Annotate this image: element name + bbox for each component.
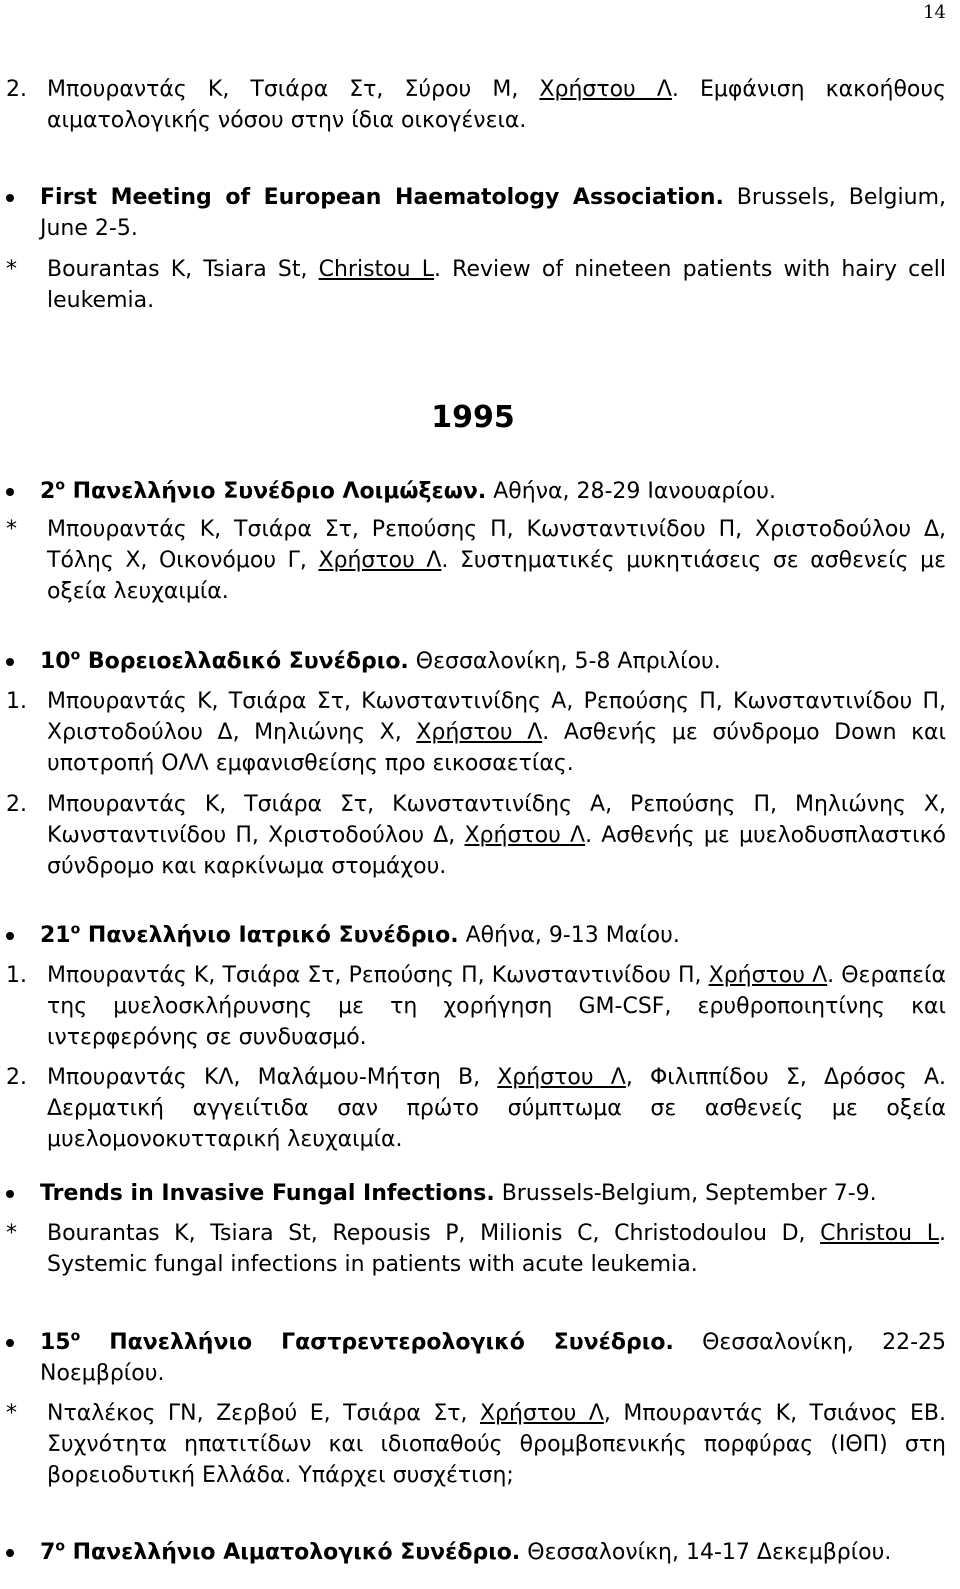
- conference-heading: [0, 646, 946, 677]
- text-run: Brussels-Belgium, September 7-9.: [494, 1181, 877, 1206]
- author-highlight: Χρήστου Λ: [539, 77, 672, 102]
- reference-text: [47, 789, 946, 882]
- conference-heading: [0, 920, 946, 951]
- reference-entry: [0, 1062, 946, 1155]
- text-run: Brussels, Belgium, June 2-5.: [40, 185, 946, 241]
- bullet-icon: [6, 1339, 14, 1347]
- text-run: Bourantas K, Tsiara St, Repousis P, Milionis C, Christodoulou D,: [47, 1221, 821, 1246]
- text-run: Μπουραντάς Κ, Τσιάρα Στ, Κωνσταντινίδης Α, Ρεπούσης Π, Κωνσταντινίδου Π, Χριστοδούλου Δ, Μηλιώνης Χ,: [47, 689, 946, 745]
- text-run: Bourantas K, Tsiara St,: [47, 257, 319, 282]
- conference-title: [40, 1178, 946, 1209]
- text-run: Αθήνα, 9-13 Μαίου.: [458, 923, 680, 948]
- author-highlight: Christou L: [318, 257, 435, 282]
- text-run: . Εμφάνιση κακοήθους αιματολογικής νόσου στην ίδια οικογένεια.: [47, 77, 947, 133]
- text-run: ο: [70, 1328, 81, 1345]
- reference-entry: [0, 960, 946, 1053]
- item-number: 2.: [6, 1065, 27, 1090]
- conference-title: [40, 646, 946, 677]
- text-run: . Θεραπεία της μυελοσκλήρυνσης με τη χορήγηση GM-CSF, ερυθροποιητίνης και ιντερφερόνης σε συνδυασμό.: [47, 963, 946, 1050]
- asterisk-marker: *: [6, 1221, 17, 1246]
- reference-text: [47, 514, 946, 607]
- conference-heading: [0, 1327, 946, 1389]
- conference-heading: [0, 1537, 946, 1568]
- text-run: , Μπουραντάς Κ, Τσιάνος ΕΒ. Συχνότητα ηπατιτίδων και ιδιοπαθούς θρομβοπενικής πορφύρας (ΙΘΠ) στη βορειοδυτική Ελλάδα. Υπάρχει συσχέτιση;: [47, 1401, 946, 1488]
- text-run: 21: [40, 923, 71, 948]
- author-highlight: Χρήστου Λ: [479, 1401, 604, 1426]
- text-run: Μπουραντάς ΚΛ, Μαλάμου-Μήτση Β,: [47, 1065, 498, 1090]
- bullet-icon: [6, 1190, 14, 1198]
- text-run: . Systemic fungal infections in patients with acute leukemia.: [47, 1221, 947, 1277]
- asterisk-marker: *: [6, 257, 17, 282]
- text-run: Βορειοελλαδικό Συνέδριο.: [80, 649, 409, 674]
- text-run: Πανελλήνιο Αιματολογικό Συνέδριο.: [64, 1540, 521, 1565]
- conference-heading: [0, 182, 946, 244]
- reference-entry: [0, 514, 946, 607]
- reference-entry: [0, 1398, 946, 1491]
- item-number: 2.: [6, 792, 27, 817]
- text-run: . Συστηματικές μυκητιάσεις σε ασθενείς με οξεία λευχαιμία.: [47, 548, 946, 604]
- reference-entry: [0, 254, 946, 316]
- reference-text: [47, 686, 946, 779]
- reference-text: [47, 960, 946, 1053]
- text-run: Trends in Invasive Fungal Infections.: [40, 1181, 495, 1206]
- asterisk-marker: *: [6, 1401, 17, 1426]
- text-run: ο: [55, 1538, 65, 1555]
- author-highlight: Χρήστου Λ: [416, 720, 543, 745]
- author-highlight: Χρήστου Λ: [497, 1065, 626, 1090]
- text-run: ο: [55, 477, 65, 494]
- item-number: 2.: [6, 77, 27, 102]
- text-run: First Meeting of European Haematology Association.: [40, 185, 724, 210]
- text-run: . Ασθενής με σύνδρομο Down και υποτροπή ΟΛΛ εμφανισθείσης προ εικοσαετίας.: [47, 720, 946, 776]
- text-run: Πανελλήνιο Ιατρικό Συνέδριο.: [80, 923, 459, 948]
- text-run: Πανελλήνιο Συνέδριο Λοιμώξεων.: [64, 479, 487, 504]
- year-heading: 1995: [431, 400, 515, 435]
- reference-entry: [0, 74, 946, 136]
- bullet-icon: [6, 1549, 14, 1557]
- author-highlight: Χρήστου Λ: [318, 548, 442, 573]
- reference-text: [47, 1218, 946, 1280]
- text-run: Αθήνα, 28-29 Ιανουαρίου.: [486, 479, 776, 504]
- text-run: Θεσσαλονίκη, 14-17 Δεκεμβρίου.: [520, 1540, 892, 1565]
- conference-title: [40, 920, 946, 951]
- text-run: ο: [70, 647, 81, 664]
- text-run: 2: [40, 479, 56, 504]
- text-run: , Φιλιππίδου Σ, Δρόσος Α. Δερματική αγγειίτιδα σαν πρώτο σύμπτωμα σε ασθενείς με οξεία μυελομονοκυτταρική λευχαιμία.: [47, 1065, 946, 1152]
- text-run: . Ασθενής με μυελοδυσπλαστικό σύνδρομο και καρκίνωμα στομάχου.: [47, 823, 947, 879]
- bullet-icon: [6, 194, 14, 202]
- conference-title: [40, 1327, 946, 1389]
- conference-title: [40, 182, 946, 244]
- text-run: Μπουραντάς Κ, Τσιάρα Στ, Ρεπούσης Π, Κωνσταντινίδου Π,: [47, 963, 709, 988]
- text-run: Θεσσαλονίκη, 22-25 Νοεμβρίου.: [40, 1330, 946, 1386]
- text-run: Μπουραντάς Κ, Τσιάρα Στ, Ρεπούσης Π, Κωνσταντινίδου Π, Χριστοδούλου Δ, Τόλης Χ, Οικονόμου Γ,: [47, 517, 946, 573]
- text-run: Πανελλήνιο Γαστρεντερολογικό Συνέδριο.: [80, 1330, 674, 1355]
- conference-title: [40, 1537, 946, 1568]
- text-run: 10: [40, 649, 71, 674]
- reference-entry: [0, 1218, 946, 1280]
- reference-text: [47, 254, 946, 316]
- text-run: Μπουραντάς Κ, Τσιάρα Στ, Κωνσταντινίδης Α, Ρεπούσης Π, Μηλιώνης Χ, Κωνσταντινίδου Π, Χριστοδούλου Δ,: [47, 792, 946, 848]
- text-run: Νταλέκος ΓΝ, Ζερβού Ε, Τσιάρα Στ,: [47, 1401, 480, 1426]
- reference-text: [47, 74, 946, 136]
- text-run: ο: [70, 921, 81, 938]
- text-run: . Review of nineteen patients with hairy cell leukemia.: [47, 257, 947, 313]
- text-run: Μπουραντάς Κ, Τσιάρα Στ, Σύρου Μ,: [47, 77, 540, 102]
- reference-text: [47, 1398, 946, 1491]
- page-number: 14: [923, 2, 946, 23]
- text-run: 15: [40, 1330, 71, 1355]
- reference-text: [47, 1062, 946, 1155]
- reference-entry: [0, 789, 946, 882]
- conference-heading: [0, 476, 946, 507]
- reference-entry: [0, 686, 946, 779]
- bullet-icon: [6, 658, 14, 666]
- author-highlight: Christou L: [820, 1221, 940, 1246]
- text-run: Θεσσαλονίκη, 5-8 Απριλίου.: [408, 649, 721, 674]
- author-highlight: Χρήστου Λ: [708, 963, 828, 988]
- conference-title: [40, 476, 946, 507]
- item-number: 1.: [6, 689, 27, 714]
- text-run: 7: [40, 1540, 56, 1565]
- author-highlight: Χρήστου Λ: [464, 823, 586, 848]
- bullet-icon: [6, 932, 14, 940]
- item-number: 1.: [6, 963, 27, 988]
- bullet-icon: [6, 488, 14, 496]
- conference-heading: [0, 1178, 946, 1209]
- asterisk-marker: *: [6, 517, 17, 542]
